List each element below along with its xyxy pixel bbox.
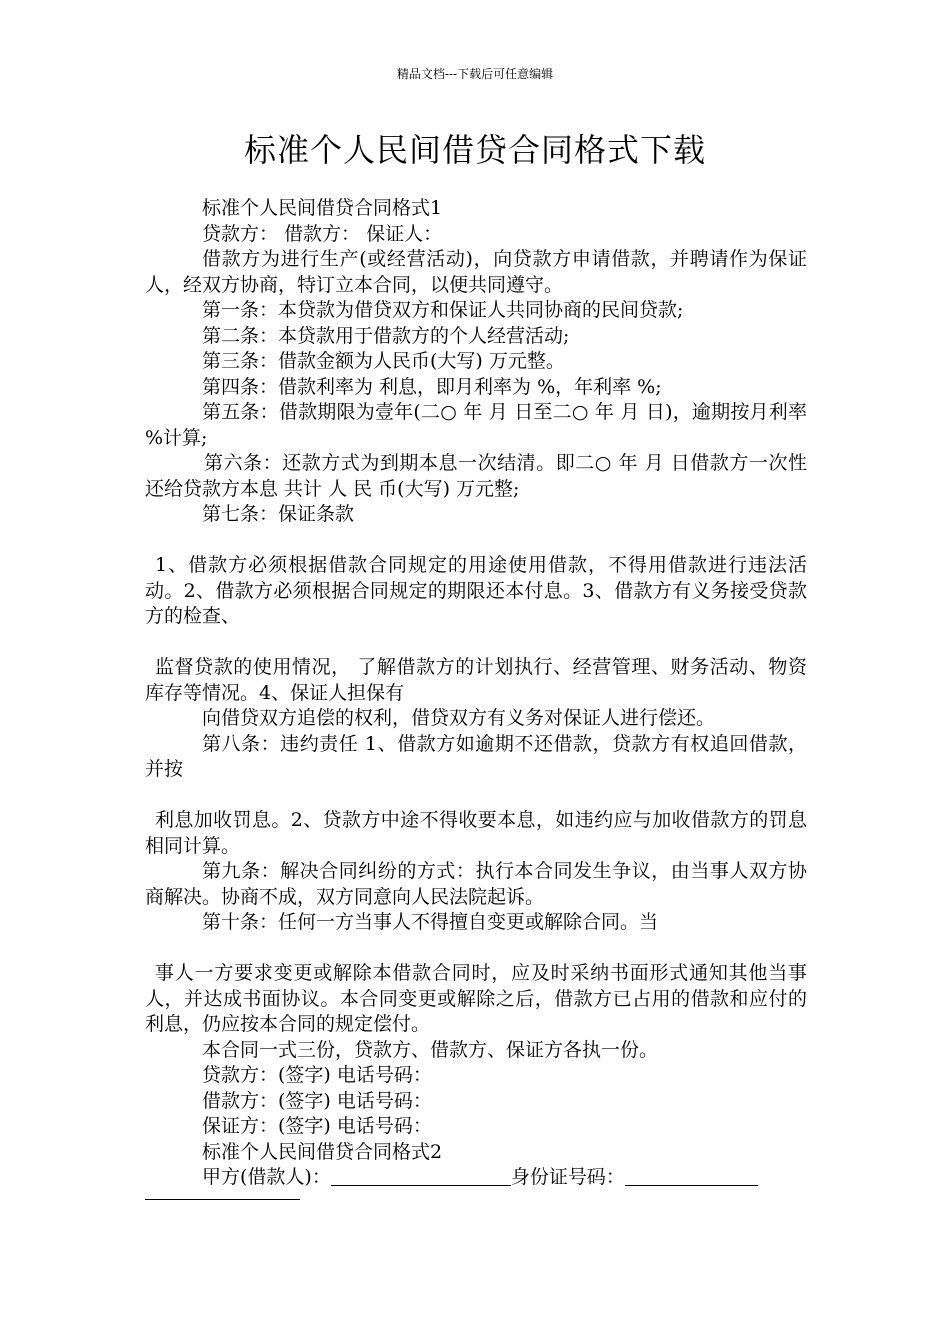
blank-line bbox=[331, 1184, 511, 1186]
signature-line-borrower: 借款方：(签字) 电话号码： bbox=[202, 1089, 432, 1112]
paragraph: 第三条：借款金额为人民币(大写) 万元整。 bbox=[202, 350, 565, 372]
paragraph: 第五条：借款期限为壹年(二○ 年 月 日至二○ 年 月 日)，逾期按月利率 %计算; bbox=[145, 401, 807, 449]
paragraph: 1、借款方必须根据借款合同规定的用途使用借款，不得用借款进行违法活动。2、借款方必须根据合同规定的期限还本付息。3、借款方有义务接受贷款方的检查、 bbox=[145, 554, 807, 627]
document-title: 标准个人民间借贷合同格式下载 bbox=[243, 131, 706, 169]
paragraph: 本合同一式三份，贷款方、借款方、保证方各执一份。 bbox=[202, 1038, 659, 1061]
paragraph: 第八条：违约责任 1、借款方如逾期不还借款，贷款方有权追回借款，并按 bbox=[145, 732, 807, 780]
paragraph: 向借贷双方追偿的权利，借贷双方有义务对保证人进行偿还。 bbox=[202, 707, 716, 729]
signature-line-lender: 贷款方：(签字) 电话号码： bbox=[202, 1064, 432, 1086]
paragraph: 第一条：本贷款为借贷双方和保证人共同协商的民间贷款; bbox=[202, 299, 684, 321]
party-a-line bbox=[145, 1165, 807, 1191]
paragraph: 利息加收罚息。2、贷款方中途不得收要本息，如违约应与加收借款方的罚息相同计算。 bbox=[145, 809, 807, 857]
paragraph: 第十条：任何一方当事人不得擅自变更或解除合同。当 bbox=[202, 911, 659, 933]
paragraph: 监督贷款的使用情况， 了解借款方的计划执行、经营管理、财务活动、物资库存等情况。4、保证人担保有 bbox=[145, 656, 807, 704]
paragraph: 贷款方： 借款方： 保证人： bbox=[202, 222, 443, 245]
paragraph: 第六条：还款方式为到期本息一次结清。即二○ 年 月 日借款方一次性还给贷款方本息 共计 人 民 币(大写) 万元整; bbox=[145, 452, 807, 500]
party-a-label: 甲方(借款人)： bbox=[202, 1166, 331, 1188]
paragraph: 标准个人民间借贷合同格式1 bbox=[202, 197, 443, 219]
signature-line-guarantor: 保证方：(签字) 电话号码： bbox=[202, 1115, 432, 1137]
section-heading: 标准个人民间借贷合同格式2 bbox=[202, 1140, 443, 1163]
paragraph: 第九条：解决合同纠纷的方式：执行本合同发生争议，由当事人双方协商解决。协商不成，双方同意向人民法院起诉。 bbox=[145, 860, 807, 908]
paragraph: 借款方为进行生产(或经营活动)，向贷款方申请借款，并聘请作为保证人，经双方协商，特订立本合同，以便共同遵守。 bbox=[145, 248, 807, 296]
document-body bbox=[145, 196, 807, 1200]
id-label: 身份证号码： bbox=[510, 1166, 625, 1188]
paragraph: 第七条：保证条款 bbox=[202, 503, 355, 525]
blank-line bbox=[625, 1184, 758, 1186]
blank-line bbox=[145, 1191, 300, 1200]
paragraph: 第四条：借款利率为 利息，即月利率为 %，年利率 %; bbox=[202, 375, 662, 398]
paragraph: 第二条：本贷款用于借款方的个人经营活动; bbox=[202, 324, 570, 347]
paragraph: 事人一方要求变更或解除本借款合同时，应及时采纳书面形式通知其他当事人，并达成书面协议。本合同变更或解除之后，借款方已占用的借款和应付的利息，仍应按本合同的规定偿付。 bbox=[145, 962, 807, 1035]
page-header: 精品文档---下载后可任意编辑 bbox=[396, 67, 554, 81]
